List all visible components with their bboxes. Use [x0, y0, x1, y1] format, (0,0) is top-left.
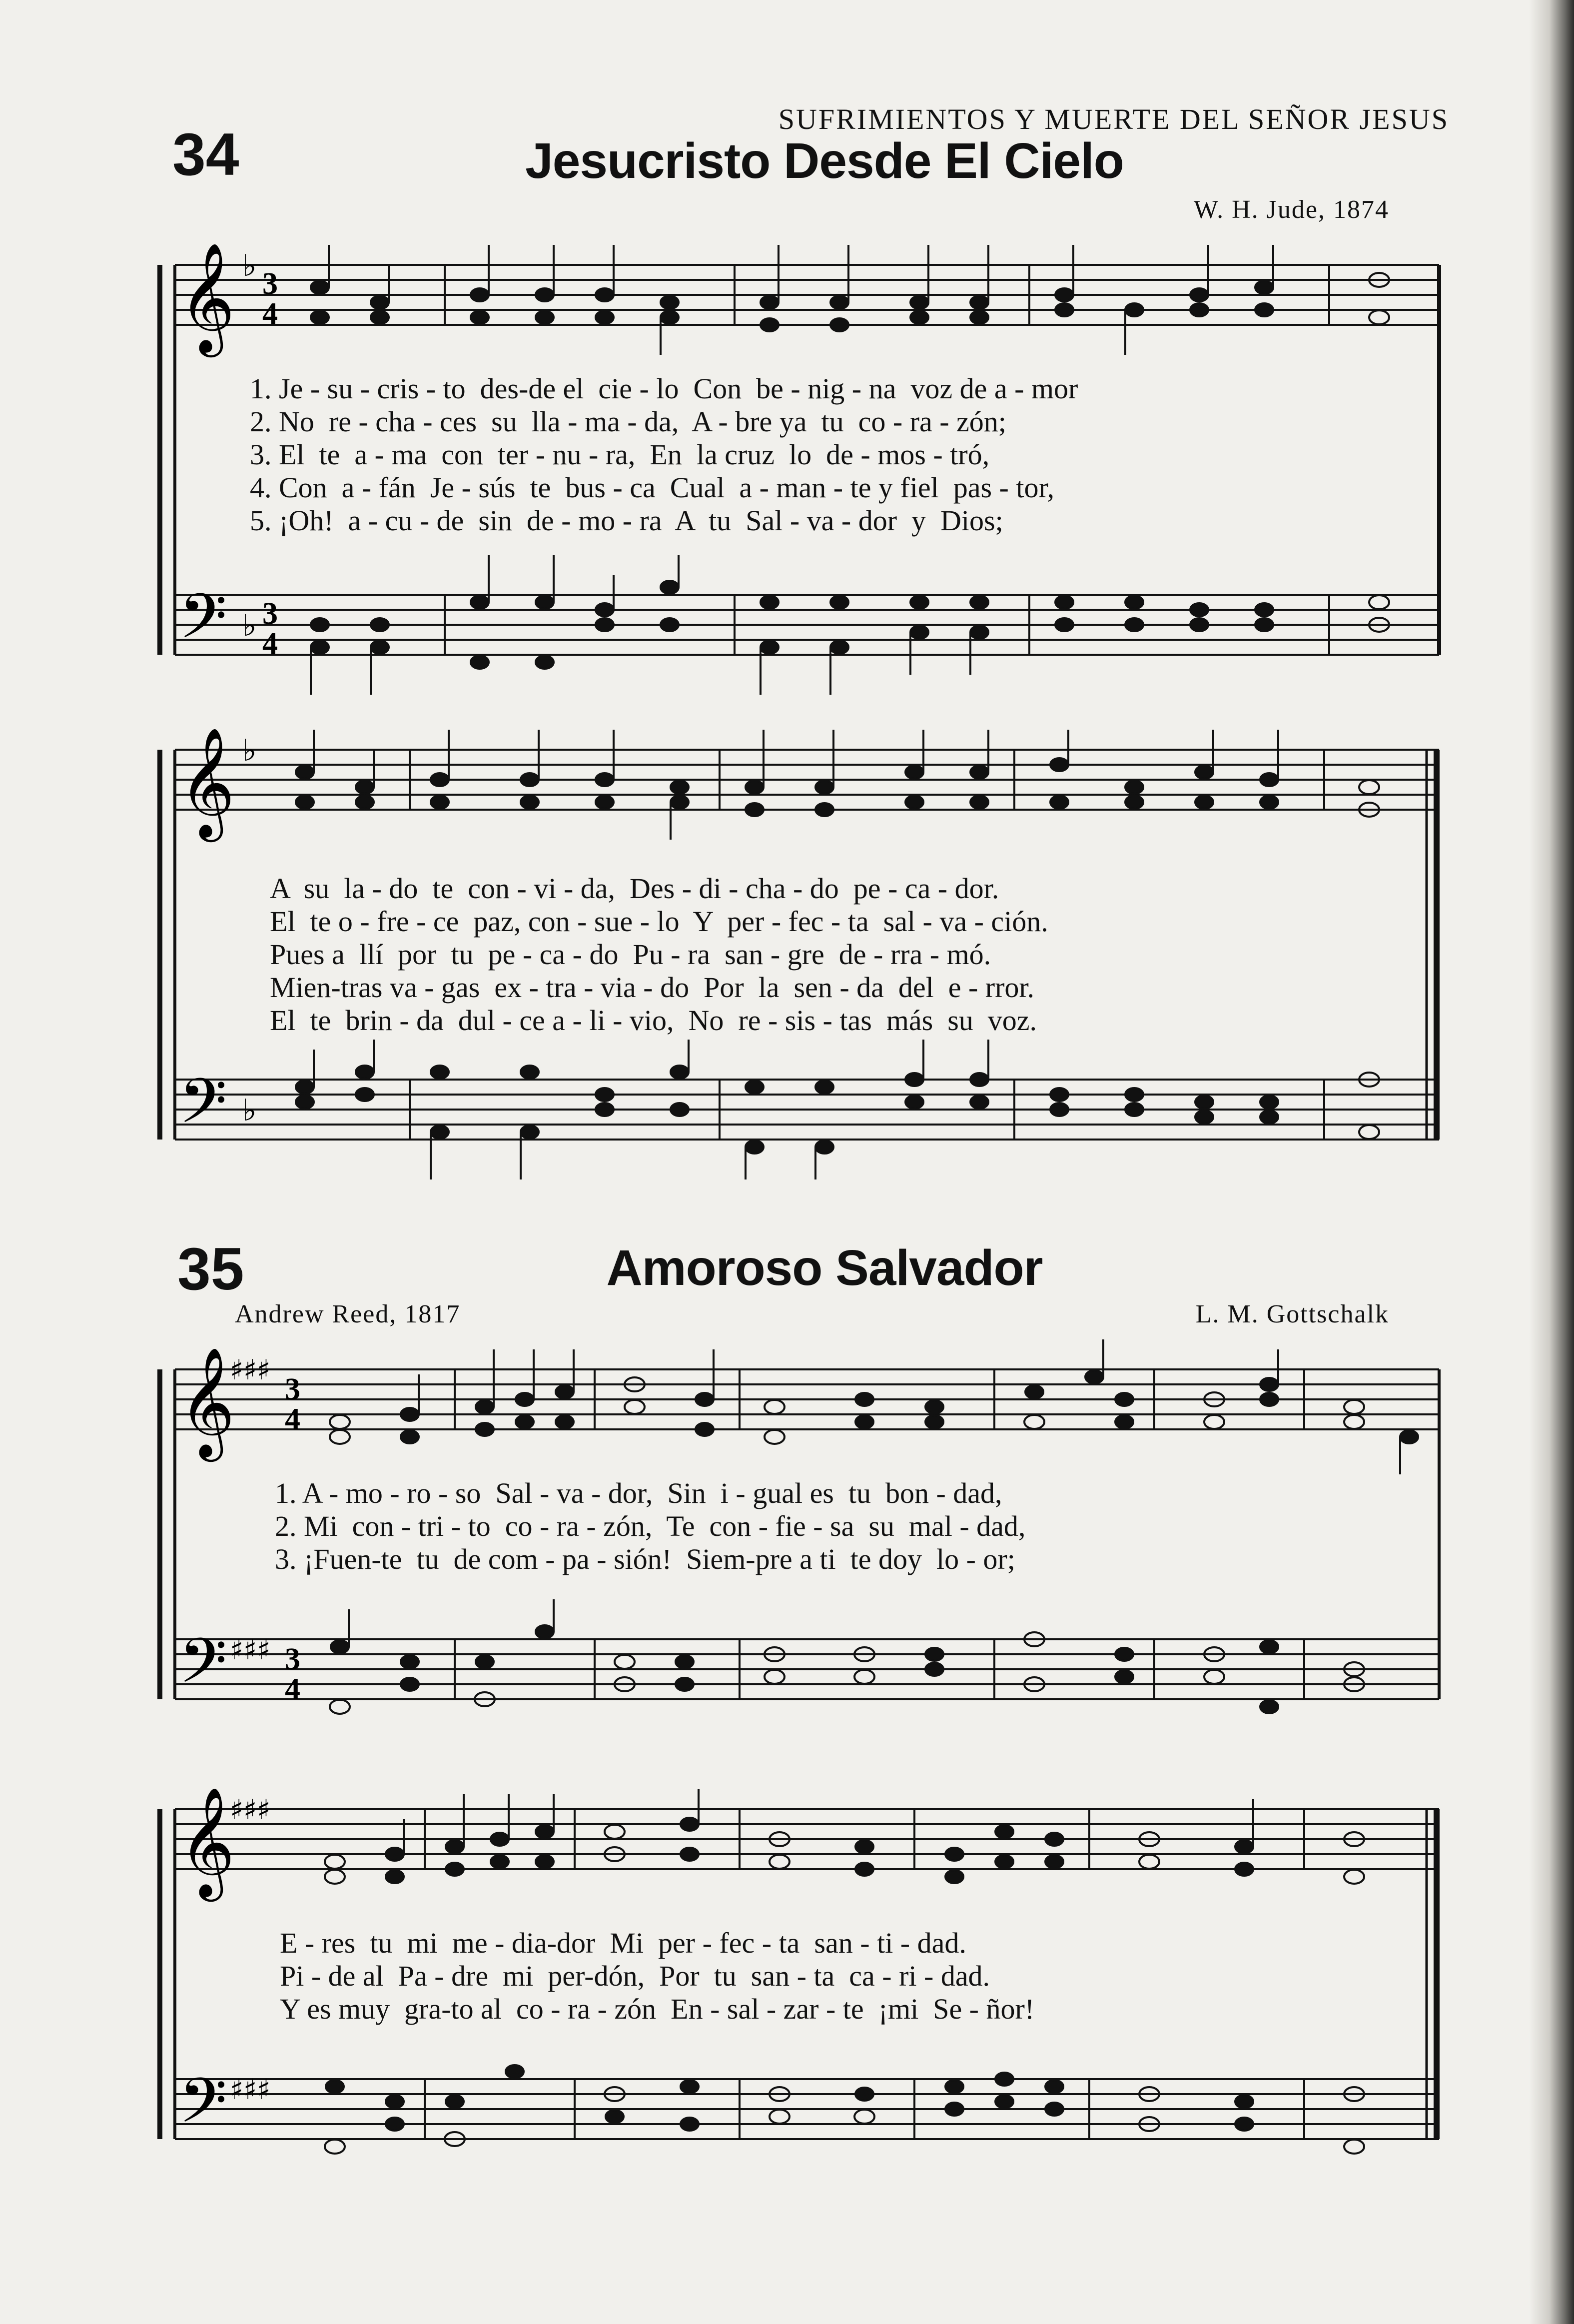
lyric-line: E - res tu mi me - dia-dor Mi per - fec - ta san - ti - dad.	[280, 1927, 966, 1959]
hymn-number: 35	[177, 1235, 244, 1302]
lyrics-block	[275, 1477, 1025, 1576]
treble-clef-icon: 𝄞	[179, 1346, 235, 1457]
hymn-number: 34	[172, 121, 239, 188]
treble-clef-icon: 𝄞	[179, 1786, 235, 1897]
time-signature: 3	[285, 1642, 300, 1676]
lyric-line: 3. El te a - ma con ter - nu - ra, En la cruz lo de - mos - tró,	[250, 438, 990, 471]
hymn-composer: W. H. Jude, 1874	[1193, 195, 1389, 224]
lyric-line: 1. Je - su - cris - to des-de el cie - lo Con be - nig - na voz de a - mor	[250, 372, 1078, 405]
lyric-line: 4. Con a - fán Je - sús te bus - ca Cual a - man - te y fiel pas - tor,	[250, 471, 1054, 504]
flat-icon: ♭	[242, 733, 257, 768]
running-head: SUFRIMIENTOS Y MUERTE DEL SEÑOR JESUS	[778, 103, 1449, 135]
hymn-title: Jesucristo Desde El Cielo	[525, 133, 1124, 189]
sharp-icon: ♯♯♯	[230, 2074, 271, 2106]
treble-staff	[175, 265, 1439, 325]
treble-staff	[175, 1809, 1439, 1869]
lyric-line: 2. Mi con - tri - to co - ra - zón, Te con - fie - sa su mal - dad,	[275, 1510, 1026, 1542]
lyric-line: Pi - de al Pa - dre mi per-dón, Por tu san - ta ca - ri - dad.	[280, 1960, 990, 1992]
hymn-author: Andrew Reed, 1817	[235, 1300, 461, 1328]
time-signature: 3	[262, 267, 278, 301]
time-signature: 4	[285, 1672, 300, 1706]
lyric-line: El te brin - da dul - ce a - li - vio, No re - sis - tas más su voz.	[270, 1004, 1037, 1037]
bass-staff	[175, 595, 1439, 655]
lyric-line: 2. No re - cha - ces su lla - ma - da, A - bre ya tu co - ra - zón;	[250, 405, 1006, 438]
time-signature: 4	[262, 297, 278, 331]
treble-clef-icon: 𝄞	[179, 727, 235, 837]
lyrics-block	[270, 872, 1048, 1037]
bass-clef-icon: 𝄢	[179, 2065, 227, 2152]
treble-staff	[175, 1369, 1439, 1429]
hymn-composer: L. M. Gottschalk	[1195, 1300, 1389, 1328]
bass-clef-icon: 𝄢	[179, 581, 227, 668]
flat-icon: ♭	[242, 608, 257, 643]
time-signature: 3	[285, 1372, 300, 1406]
lyric-line: Mien-tras va - gas ex - tra - via - do Por la sen - da del e - rror.	[270, 971, 1035, 1004]
time-signature: 3	[262, 597, 278, 631]
time-signature: 4	[262, 627, 278, 661]
sharp-icon: ♯♯♯	[230, 1354, 271, 1386]
lyric-line: 5. ¡Oh! a - cu - de sin de - mo - ra A tu Sal - va - dor y Dios;	[250, 504, 1003, 537]
flat-icon: ♭	[242, 248, 257, 283]
sharp-icon: ♯♯♯	[230, 1634, 271, 1666]
lyric-line: El te o - fre - ce paz, con - sue - lo Y per - fec - ta sal - va - ción.	[270, 905, 1048, 938]
treble-clef-icon: 𝄞	[179, 242, 235, 352]
bass-clef-icon: 𝄢	[179, 1625, 227, 1712]
hymn-title: Amoroso Salvador	[606, 1240, 1043, 1296]
lyric-line: 1. A - mo - ro - so Sal - va - dor, Sin i - gual es tu bon - dad,	[275, 1477, 1002, 1509]
lyric-line: 3. ¡Fuen-te tu de com - pa - sión! Siem-pre a ti te doy lo - or;	[275, 1543, 1015, 1575]
lyric-line: A su la - do te con - vi - da, Des - di - cha - do pe - ca - dor.	[270, 872, 999, 905]
time-signature: 4	[285, 1402, 300, 1436]
bass-clef-icon: 𝄢	[179, 1066, 227, 1153]
bass-staff	[175, 1639, 1439, 1699]
lyric-line: Pues a llí por tu pe - ca - do Pu - ra san - gre de - rra - mó.	[270, 938, 991, 971]
lyric-line: Y es muy gra-to al co - ra - zón En - sal - zar - te ¡mi Se - ñor!	[280, 1993, 1035, 2025]
page-edge-shadow	[1529, 0, 1574, 2324]
lyrics-block	[250, 372, 1078, 537]
flat-icon: ♭	[242, 1093, 257, 1128]
sharp-icon: ♯♯♯	[230, 1794, 271, 1826]
lyrics-block	[280, 1927, 1034, 2026]
